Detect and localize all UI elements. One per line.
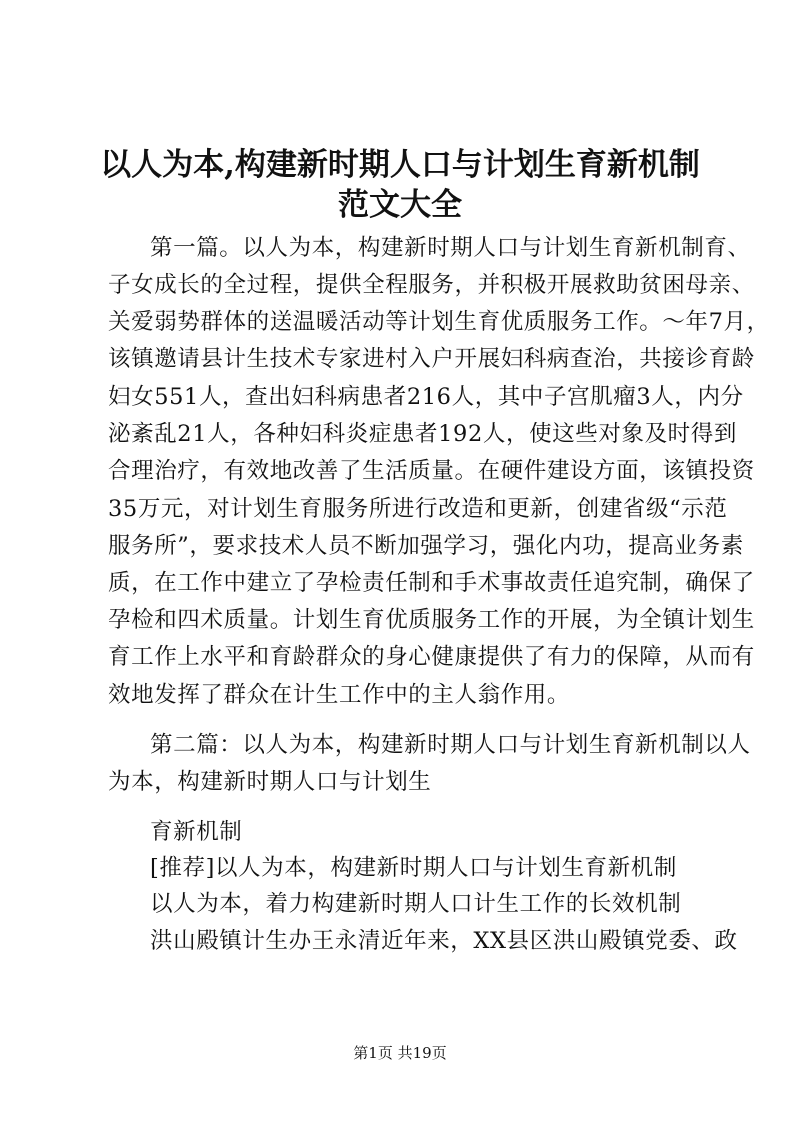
paragraph-1-line-12: 育工作上水平和育龄群众的身心健康提供了有力的保障，从而有 bbox=[108, 644, 755, 670]
paragraph-1-line-4: 该镇邀请县计生技术专家进村入户开展妇科病查治，共接诊育龄 bbox=[108, 346, 755, 372]
paragraph-1-line-6: 泌紊乱21人，各种妇科炎症患者192人，使这些对象及时得到 bbox=[108, 421, 737, 447]
paragraph-6: 洪山殿镇计生办王永清近年来，XX县区洪山殿镇党委、政 bbox=[150, 928, 738, 954]
paragraph-1-line-13: 效地发挥了群众在计生工作中的主人翁作用。 bbox=[108, 682, 571, 708]
document-title-line-1: 以人为本,构建新时期人口与计划生育新机制 bbox=[100, 147, 700, 183]
paragraph-2-line-1: 第二篇：以人为本，构建新时期人口与计划生育新机制以人 bbox=[150, 732, 751, 758]
page-number-footer: 第1页 共19页 bbox=[353, 1044, 447, 1062]
paragraph-4: [推荐]以人为本，构建新时期人口与计划生育新机制 bbox=[150, 855, 677, 881]
paragraph-1-line-11: 孕检和四术质量。计划生育优质服务工作的开展，为全镇计划生 bbox=[108, 607, 755, 633]
paragraph-5: 以人为本，着力构建新时期人口计生工作的长效机制 bbox=[150, 891, 682, 917]
paragraph-1-line-2: 子女成长的全过程，提供全程服务，并积极开展救助贫困母亲、 bbox=[108, 272, 755, 298]
paragraph-1-line-8: 35万元，对计划生育服务所进行改造和更新，创建省级“示范 bbox=[108, 496, 728, 522]
paragraph-2-line-2: 为本，构建新时期人口与计划生 bbox=[108, 769, 432, 795]
paragraph-1-line-9: 服务所”，要求技术人员不断加强学习，强化内功，提高业务素 bbox=[108, 533, 744, 559]
paragraph-1-line-3: 关爱弱势群体的送温暖活动等计划生育优质服务工作。～年7月， bbox=[108, 309, 770, 335]
paragraph-1-line-7: 合理治疗，有效地改善了生活质量。在硬件建设方面，该镇投资 bbox=[108, 458, 755, 484]
paragraph-1-line-1: 第一篇。以人为本，构建新时期人口与计划生育新机制育、 bbox=[150, 235, 751, 261]
document-title-line-2: 范文大全 bbox=[338, 187, 462, 223]
paragraph-1-line-10: 质，在工作中建立了孕检责任制和手术事故责任追究制，确保了 bbox=[108, 570, 755, 596]
paragraph-3: 育新机制 bbox=[150, 819, 243, 845]
paragraph-1-line-5: 妇女551人，查出妇科病患者216人，其中子宫肌瘤3人，内分 bbox=[108, 384, 744, 410]
